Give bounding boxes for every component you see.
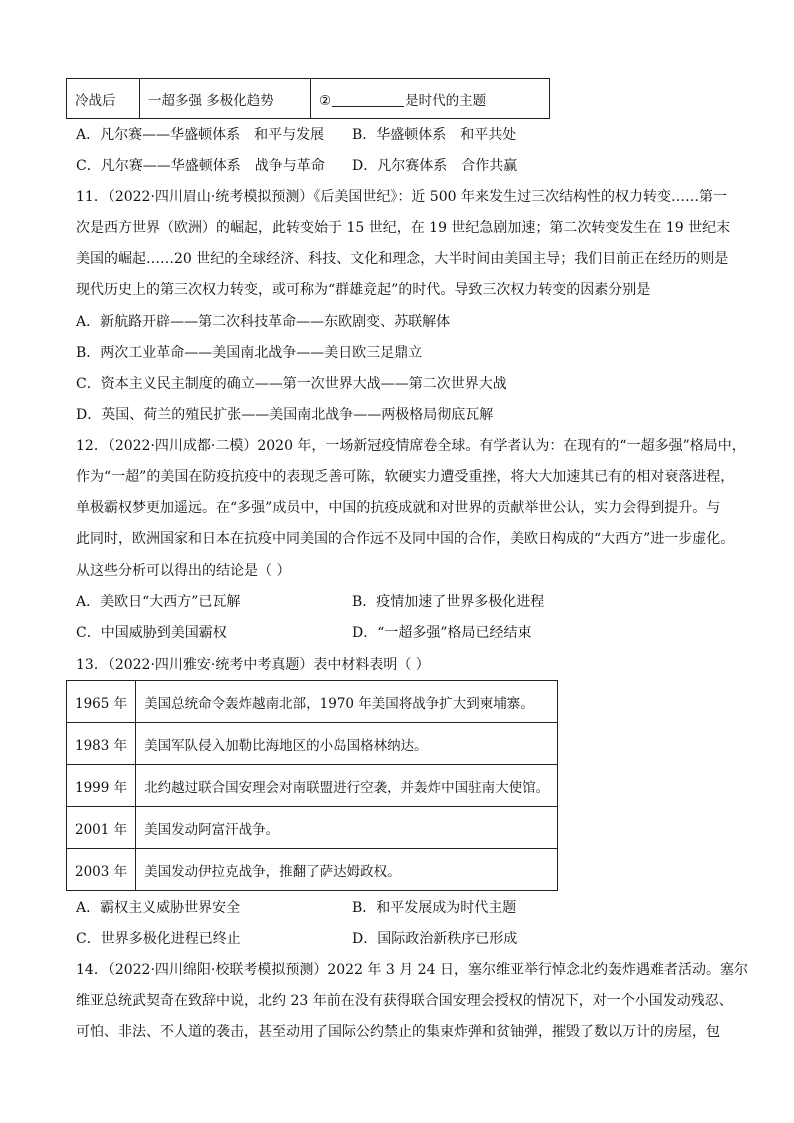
q10-option-d: D．凡尔赛体系 合作共赢 (352, 158, 518, 174)
table-row (67, 681, 558, 723)
q11-line-1: 11．（2022·四川眉山·统考模拟预测）《后美国世纪》：近 500 年来发生过三次结构性的权力转变……第一 (76, 189, 727, 205)
q10-option-b: B．华盛顿体系 和平共处 (352, 127, 517, 143)
q12-option-a: A．美欧日“大西方”已瓦解 (76, 594, 241, 610)
q11-line-2: 次是西方世界（欧洲）的崛起，此转变始于 15 世纪，在 19 世纪急剧加速；第二次转变发生在 19 世纪末 (76, 220, 731, 236)
q12-line-2: 作为“一超”的美国在防疫抗疫中的表现乏善可陈，软硬实力遭受重挫，将大大加速其已有的相对衰落进程， (76, 469, 735, 485)
q12-option-d: D．“一超多强”格局已经结束 (352, 625, 532, 641)
q12-line-1: 12．（2022·四川成都·二模）2020 年，一场新冠疫情席卷全球。有学者认为：在现有的“一超多强”格局中， (76, 438, 746, 454)
table-row (67, 849, 558, 891)
table-row (67, 807, 558, 849)
events-table (66, 680, 558, 891)
q13-option-d: D．国际政治新秩序已形成 (352, 931, 518, 947)
q12-line-3: 单极霸权梦更加遥远。在“多强”成员中，中国的抗疫成就和对世界的贡献举世公认，实力会得到提升。与 (76, 500, 721, 516)
event-cell: 美国发动伊拉克战争，推翻了萨达姆政权。 (136, 849, 558, 891)
table-row (67, 765, 558, 807)
era-table (66, 78, 550, 119)
event-cell: 美国发动阿富汗战争。 (136, 807, 558, 849)
q11-option-c: C．资本主义民主制度的确立——第一次世界大战——第二次世界大战 (76, 376, 507, 392)
q13-stem: 13．（2022·四川雅安·统考中考真题）表中材料表明（ ） (76, 657, 430, 673)
q12-option-b: B．疫情加速了世界多极化进程 (352, 594, 545, 610)
era-pattern: 一超多强 多极化趋势 (140, 79, 311, 119)
era-theme-text: 是时代的主题 (405, 92, 487, 109)
year-cell: 2001 年 (67, 807, 136, 849)
event-cell: 北约越过联合国安理会对南联盟进行空袭，并轰炸中国驻南大使馆。 (136, 765, 558, 807)
q14-line-1: 14．（2022·四川绵阳·校联考模拟预测）2022 年 3 月 24 日，塞尔维亚举行悼念北约轰炸遇难者活动。塞尔 (76, 962, 748, 978)
q10-option-c: C．凡尔赛——华盛顿体系 战争与革命 (76, 158, 325, 174)
q13-option-b: B．和平发展成为时代主题 (352, 900, 517, 916)
q12-line-4: 此同时，欧洲国家和日本在抗疫中同美国的合作远不及同中国的合作，美欧日构成的“大西方”进一步虚化。 (76, 531, 735, 547)
era-label: 冷战后 (67, 79, 140, 119)
q11-option-a: A．新航路开辟——第二次科技革命——东欧剧变、苏联解体 (76, 314, 451, 330)
q10-option-a: A．凡尔赛——华盛顿体系 和平与发展 (76, 127, 325, 143)
era-theme-cell (311, 79, 550, 119)
event-cell: 美国总统命令轰炸越南北部，1970 年美国将战争扩大到柬埔寨。 (136, 681, 558, 723)
q11-option-b: B．两次工业革命——美国南北战争——美日欧三足鼎立 (76, 345, 423, 361)
q14-line-3: 可怕、非法、不人道的袭击，甚至动用了国际公约禁止的集束炸弹和贫铀弹，摧毁了数以万计的房屋，包 (76, 1024, 720, 1040)
q12-option-c: C．中国威胁到美国霸权 (76, 625, 227, 641)
year-cell: 2003 年 (67, 849, 136, 891)
q11-option-d: D．英国、荷兰的殖民扩张——美国南北战争——两极格局彻底瓦解 (76, 407, 494, 423)
year-cell: 1965 年 (67, 681, 136, 723)
year-cell: 1999 年 (67, 765, 136, 807)
q12-line-5: 从这些分析可以得出的结论是（ ） (76, 563, 291, 579)
q13-option-c: C．世界多极化进程已终止 (76, 931, 241, 947)
q11-line-3: 美国的崛起……20 世纪的全球经济、科技、文化和理念，大半时间由美国主导；我们目前正在经历的则是 (76, 251, 729, 267)
event-cell: 美国军队侵入加勒比海地区的小岛国格林纳达。 (136, 723, 558, 765)
q13-option-a: A．霸权主义威胁世界安全 (76, 900, 241, 916)
q14-line-2: 维亚总统武契奇在致辞中说，北约 23 年前在没有获得联合国安理会授权的情况下，对一个小国发动残忍、 (76, 993, 733, 1009)
table-row (67, 723, 558, 765)
year-cell: 1983 年 (67, 723, 136, 765)
q11-line-4: 现代历史上的第三次权力转变，或可称为“群雄竞起”的时代。导致三次权力转变的因素分别是 (76, 282, 651, 298)
answer-blank (332, 92, 404, 107)
blank-number: ② (319, 92, 332, 109)
